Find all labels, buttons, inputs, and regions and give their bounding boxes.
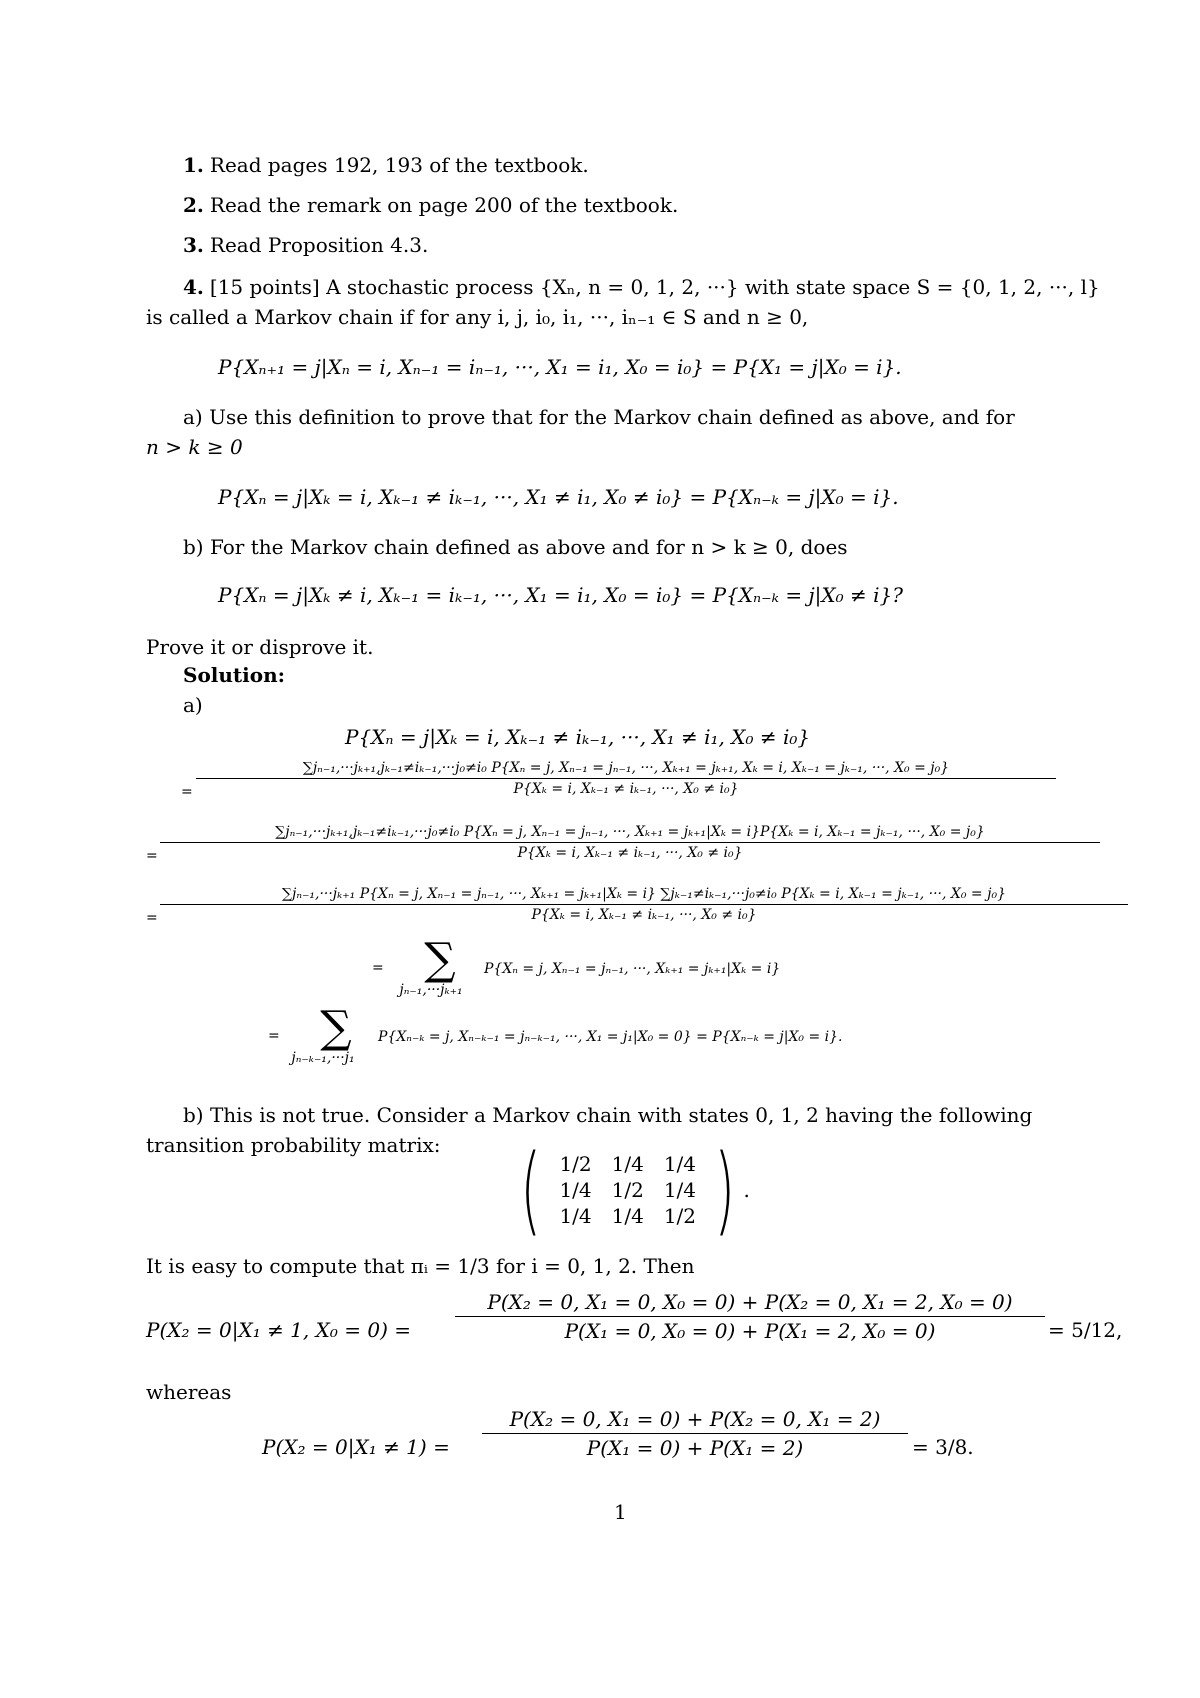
fraction-numerator: ∑jₙ₋₁,···jₖ₊₁,jₖ₋₁≠iₖ₋₁,···j₀≠i₀ P{Xₙ = j, Xₙ₋₁ = jₙ₋₁, ···, Xₖ₊₁ = jₖ₊₁, Xₖ = i, Xₖ₋₁ = jₖ₋₁, ···, X₀ = j₀} — [302, 760, 950, 776]
sum-5 — [291, 1002, 366, 1066]
solution-fraction-3 — [160, 886, 1128, 923]
eq2-fraction — [482, 1407, 908, 1460]
fraction-numerator: ∑jₙ₋₁,···jₖ₊₁ P{Xₙ = j, Xₙ₋₁ = jₙ₋₁, ···, Xₖ₊₁ = jₖ₊₁|Xₖ = i} ∑jₖ₋₁≠iₖ₋₁,···j₀≠i₀ P{Xₖ = i, Xₖ₋₁ = jₖ₋₁, ···, X₀ = j₀} — [282, 886, 1006, 902]
item-text: Read Proposition 4.3. — [209, 233, 429, 257]
prove-text: Prove it or disprove it. — [146, 635, 374, 659]
fraction-denominator: P(X₁ = 0, X₀ = 0) + P(X₁ = 2, X₀ = 0) — [564, 1319, 936, 1343]
fraction-numerator: ∑jₙ₋₁,···jₖ₊₁,jₖ₋₁≠iₖ₋₁,···j₀≠i₀ P{Xₙ = j, Xₙ₋₁ = jₙ₋₁, ···, Xₖ₊₁ = jₖ₊₁|Xₖ = i}P{Xₖ = i, Xₖ₋₁ = jₖ₋₁, ···, X₀ = j₀} — [275, 824, 985, 840]
sum-subscript: jₙ₋ₖ₋₁,···j₁ — [291, 1050, 355, 1066]
equals-sign: = — [268, 1028, 280, 1044]
markov-definition-equation: P{Xₙ₊₁ = j|Xₙ = i, Xₙ₋₁ = iₙ₋₁, ···, X₁ = i₁, X₀ = i₀} = P{X₁ = j|X₀ = i}. — [218, 355, 902, 379]
fraction-denominator: P{Xₖ = i, Xₖ₋₁ ≠ iₖ₋₁, ···, X₀ ≠ i₀} — [531, 907, 757, 923]
matrix-cell: 1/4 — [559, 1204, 592, 1228]
matrix-cell: 1/4 — [663, 1178, 697, 1202]
fraction-denominator: P{Xₖ = i, Xₖ₋₁ ≠ iₖ₋₁, ···, X₀ ≠ i₀} — [517, 845, 743, 861]
matrix-row — [549, 1177, 706, 1203]
item-2 — [183, 193, 678, 217]
solution-fraction-1 — [196, 760, 1056, 797]
item-3 — [183, 233, 428, 257]
part-b-statement: b) For the Markov chain defined as above and for n > k ≥ 0, does — [183, 535, 848, 559]
equals-sign: = — [181, 784, 193, 800]
part-a-condition: n > k ≥ 0 — [146, 435, 243, 459]
equals-sign: = — [146, 848, 158, 864]
whereas-text: whereas — [146, 1380, 232, 1404]
item-text: Read the remark on page 200 of the textbook. — [209, 193, 679, 217]
sum-symbol-icon: ∑ — [424, 934, 456, 985]
fraction-bar — [160, 904, 1128, 905]
matrix-cell: 1/2 — [559, 1152, 592, 1176]
left-paren-icon: ( — [520, 1134, 542, 1246]
solution-step-4: P{Xₙ = j, Xₙ₋₁ = jₙ₋₁, ···, Xₖ₊₁ = jₖ₊₁|Xₖ = i} — [484, 961, 781, 977]
right-paren-icon: ) — [714, 1134, 736, 1246]
part-b-equation: P{Xₙ = j|Xₖ ≠ i, Xₖ₋₁ = iₖ₋₁, ···, X₁ = i₁, X₀ = i₀} = P{Xₙ₋ₖ = j|X₀ ≠ i}? — [218, 583, 903, 607]
matrix-cell: 1/4 — [611, 1204, 644, 1228]
part-a-statement: a) Use this definition to prove that for the Markov chain defined as above, and for — [183, 405, 1015, 429]
problem-text: [15 points] A stochastic process {Xₙ, n = 0, 1, 2, ···} with state space S = {0, 1, 2, ···, l} — [209, 275, 1100, 299]
solution-a-label: a) — [183, 693, 203, 717]
sum-4 — [399, 934, 470, 998]
page-number: 1 — [614, 1500, 627, 1524]
equals-sign: = — [146, 910, 158, 926]
item-number: 3. — [183, 233, 204, 257]
eq2-lhs: P(X₂ = 0|X₁ ≠ 1) = — [262, 1435, 450, 1459]
problem-4-line2: is called a Markov chain if for any i, j, i₀, i₁, ···, iₙ₋₁ ∈ S and n ≥ 0, — [146, 305, 809, 329]
matrix-cell: 1/4 — [559, 1178, 592, 1202]
item-number: 2. — [183, 193, 204, 217]
matrix-row — [549, 1203, 706, 1229]
matrix-table — [549, 1151, 706, 1229]
fraction-bar — [455, 1316, 1045, 1317]
solution-heading: Solution: — [183, 663, 286, 687]
eq1-result: = 5/12, — [1048, 1318, 1123, 1342]
problem-4-line1 — [183, 275, 1100, 299]
transition-matrix — [512, 1134, 750, 1246]
matrix-cell: 1/2 — [663, 1204, 697, 1228]
item-text: Read pages 192, 193 of the textbook. — [209, 153, 589, 177]
sum-symbol-icon: ∑ — [320, 1002, 352, 1053]
matrix-cell: 1/4 — [611, 1152, 644, 1176]
solution-b-line2: transition probability matrix: — [146, 1133, 441, 1157]
fraction-bar — [196, 778, 1056, 779]
fraction-bar — [482, 1433, 908, 1434]
solution-b-line1: b) This is not true. Consider a Markov chain with states 0, 1, 2 having the following — [183, 1103, 1033, 1127]
matrix-period: . — [743, 1178, 750, 1202]
eq1-fraction — [455, 1290, 1045, 1343]
sum-subscript: jₙ₋₁,···jₖ₊₁ — [399, 982, 463, 998]
part-a-equation: P{Xₙ = j|Xₖ = i, Xₖ₋₁ ≠ iₖ₋₁, ···, X₁ ≠ i₁, X₀ ≠ i₀} = P{Xₙ₋ₖ = j|X₀ = i}. — [218, 485, 899, 509]
solution-a-line0: P{Xₙ = j|Xₖ = i, Xₖ₋₁ ≠ iₖ₋₁, ···, X₁ ≠ i₁, X₀ ≠ i₀} — [345, 725, 811, 749]
solution-fraction-2 — [160, 824, 1100, 861]
stationary-text: It is easy to compute that πᵢ = 1/3 for i = 0, 1, 2. Then — [146, 1254, 695, 1278]
fraction-numerator: P(X₂ = 0, X₁ = 0, X₀ = 0) + P(X₂ = 0, X₁ = 2, X₀ = 0) — [487, 1290, 1013, 1314]
fraction-denominator: P{Xₖ = i, Xₖ₋₁ ≠ iₖ₋₁, ···, X₀ ≠ i₀} — [513, 781, 739, 797]
matrix-cell: 1/2 — [611, 1178, 644, 1202]
problem-number: 4. — [183, 275, 204, 299]
matrix-cell: 1/4 — [663, 1152, 697, 1176]
fraction-bar — [160, 842, 1100, 843]
equals-sign: = — [372, 960, 384, 976]
eq2-result: = 3/8. — [912, 1435, 974, 1459]
fraction-denominator: P(X₁ = 0) + P(X₁ = 2) — [586, 1436, 804, 1460]
eq1-lhs: P(X₂ = 0|X₁ ≠ 1, X₀ = 0) = — [146, 1318, 411, 1342]
item-number: 1. — [183, 153, 204, 177]
fraction-numerator: P(X₂ = 0, X₁ = 0) + P(X₂ = 0, X₁ = 2) — [509, 1407, 881, 1431]
solution-step-5: P{Xₙ₋ₖ = j, Xₙ₋ₖ₋₁ = jₙ₋ₖ₋₁, ···, X₁ = j₁|X₀ = 0} = P{Xₙ₋ₖ = j|X₀ = i}. — [378, 1029, 843, 1045]
item-1 — [183, 153, 589, 177]
matrix-row — [549, 1151, 706, 1177]
